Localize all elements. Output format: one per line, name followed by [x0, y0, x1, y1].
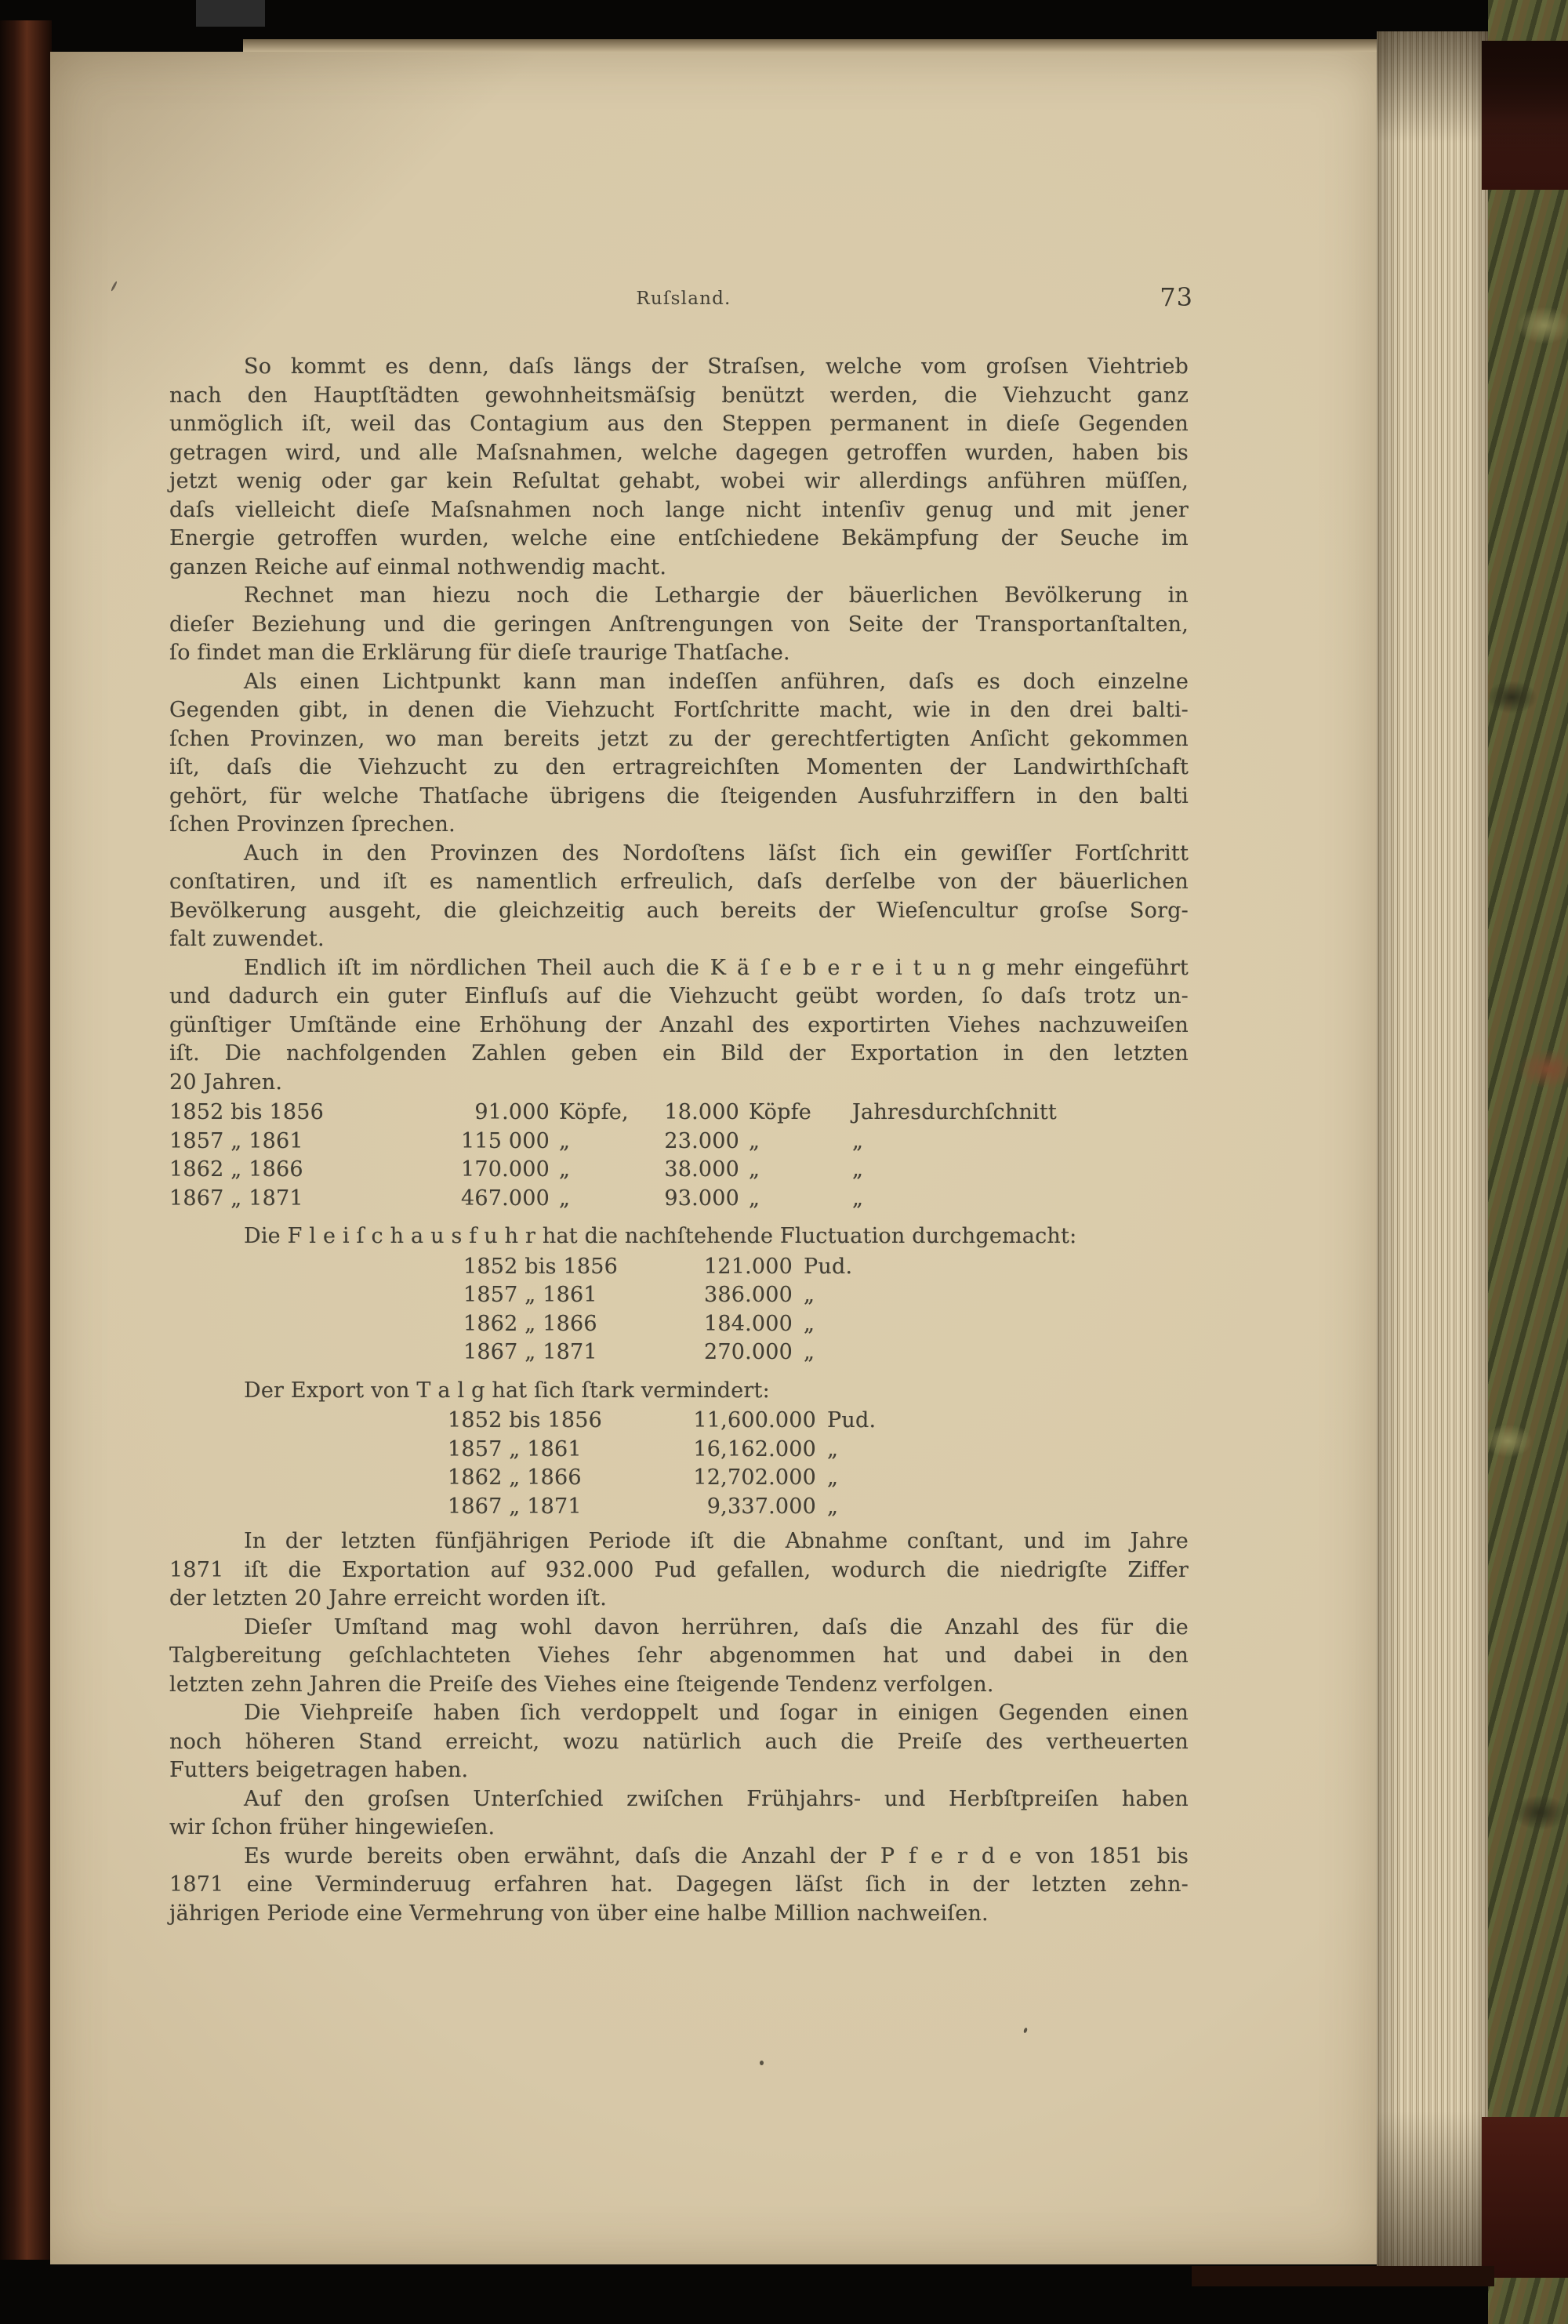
table-row	[169, 1185, 1189, 1214]
book-spine-edge	[0, 20, 52, 2260]
table-cell: Pud.	[827, 1408, 877, 1433]
text-line: Bevölkerung ausgeht, die gleichzeitig auch bereits der Wieſencultur groſse Sorg-	[169, 898, 1189, 923]
table-cell: 1852 bis 1856	[463, 1254, 618, 1279]
table-cell: 121.000	[703, 1254, 793, 1279]
text-line: daſs vielleicht dieſe Maſsnahmen noch lange nicht intenſiv genug und mit jener	[169, 497, 1189, 522]
table-cell: „	[749, 1157, 760, 1182]
paragraph	[169, 1699, 1189, 1785]
table-row	[169, 1098, 1189, 1128]
table-cell: Köpfe	[749, 1100, 811, 1124]
text-line: falt zuwendet.	[169, 927, 325, 951]
table-cell: 1867 „ 1871	[463, 1340, 597, 1364]
statistics-table	[448, 1407, 1189, 1521]
text-line: Als einen Lichtpunkt kann man indeſſen anführen, daſs es doch einzelne	[244, 669, 1189, 694]
table-cell: 1857 „ 1861	[448, 1436, 582, 1462]
text-line: getragen wird, und alle Maſsnahmen, welche dagegen getroffen wurden, haben bis	[169, 440, 1189, 465]
table-cell: 1857 „ 1861	[169, 1128, 303, 1153]
text-line: und dadurch ein guter Einfluſs auf die Viehzucht geübt worden, ſo daſs trotz un-	[169, 984, 1189, 1008]
table-cell: 12,702.000	[693, 1465, 816, 1490]
scan-speck	[111, 281, 118, 292]
table-cell: Jahresdurchſchnitt	[852, 1100, 1057, 1124]
table-row	[448, 1436, 1189, 1465]
table-cell: 115 000	[460, 1128, 550, 1153]
text-line: ſo findet man die Erklärung für dieſe traurige Thatſache.	[169, 641, 790, 665]
text-line: In der letzten fünfjährigen Periode iſt die Abnahme conſtant, und im Jahre	[244, 1529, 1189, 1553]
section-lead-line: Die F l e i ſ c h a u s f u h r hat die nachſtehende Fluctuation durchgemacht:	[244, 1224, 1077, 1248]
text-line: Endlich iſt im nördlichen Theil auch die K ä ſ e b e r e i t u n g mehr eingeführt	[244, 955, 1189, 980]
text-line: nach den Hauptſtädten gewohnheitsmäſsig benützt werden, die Viehzucht ganz	[169, 383, 1189, 408]
text-line: Rechnet man hiezu noch die Lethargie der bäuerlichen Bevölkerung in	[244, 583, 1189, 608]
text-line: Die Viehpreiſe haben ſich verdoppelt und ſogar in einigen Gegenden einen	[244, 1701, 1189, 1725]
table-cell: 1857 „ 1861	[463, 1283, 597, 1307]
text-line: Auch in den Provinzen des Nordoſtens läſst ſich ein gewiſſer Fortſchritt	[244, 841, 1189, 866]
text-line: jährigen Periode eine Vermehrung von über eine halbe Million nachweiſen.	[169, 1901, 989, 1926]
text-line: ſchen Provinzen ſprechen.	[169, 812, 456, 837]
table-cell: „	[852, 1157, 864, 1182]
table-cell: „	[804, 1340, 815, 1364]
section-lead-line: Der Export von T a l g hat ſich ſtark vermindert:	[244, 1378, 770, 1403]
paragraph	[169, 1843, 1189, 1929]
table-row	[169, 1128, 1189, 1157]
table-cell: 11,600.000	[693, 1408, 816, 1433]
table-cell: 1852 bis 1856	[169, 1100, 324, 1124]
cover-bottom-strip	[1192, 2266, 1494, 2286]
table-cell: Köpfe,	[559, 1100, 629, 1124]
table-row	[463, 1281, 1189, 1310]
table-cell: 1862 „ 1866	[448, 1465, 582, 1490]
table-row	[448, 1464, 1189, 1493]
text-line: ganzen Reiche auf einmal nothwendig macht.	[169, 554, 667, 579]
page-stack-fore-edge	[1377, 31, 1494, 2268]
paragraph	[169, 1614, 1189, 1700]
table-cell: 18.000	[664, 1100, 739, 1124]
table-cell: 9,337.000	[706, 1494, 816, 1519]
text-line: jetzt wenig oder gar kein Reſultat gehabt, wobei wir allerdings anführen müſſen,	[169, 469, 1189, 493]
statistics-table	[169, 1098, 1189, 1213]
text-line: dieſer Beziehung und die geringen Anſtrengungen von Seite der Transportanſtalten,	[169, 612, 1189, 637]
text-line: Futters beigetragen haben.	[169, 1758, 469, 1782]
table-cell: 1862 „ 1866	[463, 1311, 597, 1336]
paragraph	[169, 668, 1189, 840]
page-header	[169, 282, 1198, 325]
table-cell: 386.000	[703, 1283, 793, 1307]
table-row	[463, 1310, 1189, 1339]
text-flow	[169, 353, 1189, 1928]
table-cell: 467.000	[460, 1186, 550, 1211]
text-line: gehört, für welche Thatſache übrigens die ſteigenden Ausfuhrziffern in den balti	[169, 783, 1189, 808]
table-cell: 16,162.000	[693, 1436, 816, 1462]
text-line: So kommt es denn, daſs längs der Straſsen, welche vom groſsen Viehtrieb	[244, 354, 1189, 379]
text-line: iſt. Die nachfolgenden Zahlen geben ein Bild der Exportation in den letzten	[169, 1041, 1189, 1066]
paragraph	[169, 1785, 1189, 1843]
table-cell: 1867 „ 1871	[448, 1494, 582, 1519]
text-line: 1871 iſt die Exportation auf 932.000 Pud gefallen, wodurch die niedrigſte Ziffer	[169, 1557, 1189, 1582]
table-cell: „	[804, 1311, 815, 1336]
table-cell: „	[852, 1128, 864, 1153]
text-line: der letzten 20 Jahre erreicht worden iſt.	[169, 1586, 608, 1610]
table-cell: „	[559, 1128, 571, 1153]
scan-speck	[1023, 2028, 1028, 2034]
paragraph	[169, 954, 1189, 1098]
text-line: unmöglich iſt, weil das Contagium aus den Steppen permanent in dieſe Gegenden	[169, 412, 1189, 436]
table-cell: „	[559, 1157, 571, 1182]
text-line: ſchen Provinzen, wo man bereits jetzt zu der gerechtfertigten Anſicht gekommen	[169, 726, 1189, 751]
text-line: Es wurde bereits oben erwähnt, daſs die Anzahl der P f e r d e von 1851 bis	[244, 1843, 1189, 1868]
table-row	[169, 1156, 1189, 1185]
text-line: Energie getroffen wurden, welche eine entſchiedene Bekämpfung der Seuche im	[169, 526, 1189, 550]
table-cell: 270.000	[703, 1340, 793, 1364]
cover-corner-bottom-right	[1482, 2117, 1568, 2278]
table-cell: „	[827, 1436, 839, 1462]
running-title: Ruſsland.	[636, 289, 731, 309]
text-line: günſtiger Umſtände eine Erhöhung der Anzahl des exportirten Viehes nachzuweiſen	[169, 1012, 1189, 1037]
table-cell: 38.000	[664, 1157, 739, 1182]
table-cell: „	[559, 1186, 571, 1211]
table-row	[448, 1407, 1189, 1436]
table-row	[463, 1338, 1189, 1367]
table-cell: „	[749, 1186, 760, 1211]
table-cell: „	[749, 1128, 760, 1153]
table-row	[448, 1493, 1189, 1522]
table-cell: 1862 „ 1866	[169, 1157, 303, 1182]
scan-speck	[760, 2061, 764, 2065]
table-cell: 184.000	[703, 1311, 793, 1336]
table-cell: 91.000	[474, 1100, 550, 1124]
table-row	[463, 1253, 1189, 1282]
text-line: wir ſchon früher hingewieſen.	[169, 1815, 495, 1839]
table-cell: 93.000	[664, 1186, 739, 1211]
text-line: noch höheren Stand erreicht, wozu natürlich auch die Preiſe des vertheuerten	[169, 1729, 1189, 1754]
table-cell: „	[827, 1494, 839, 1519]
text-line: 20 Jahren.	[169, 1069, 283, 1095]
text-line: iſt, daſs die Viehzucht zu den ertragreichſten Momenten der Landwirthſchaft	[169, 755, 1189, 779]
text-line: Dieſer Umſtand mag wohl davon herrühren, daſs die Anzahl des für die	[244, 1614, 1189, 1640]
cover-corner-top-right	[1482, 41, 1568, 190]
scan-artifact-top	[196, 0, 265, 27]
text-line: conſtatiren, und iſt es namentlich erfreulich, daſs derſelbe von der bäuerlichen	[169, 870, 1189, 894]
table-cell: 1852 bis 1856	[448, 1408, 602, 1433]
table-cell: „	[827, 1465, 839, 1490]
paragraph	[169, 1527, 1189, 1614]
text-line: letzten zehn Jahren die Preiſe des Viehes eine ſteigende Tendenz verfolgen.	[169, 1672, 994, 1697]
text-line: Gegenden gibt, in denen die Viehzucht Fortſchritte macht, wie in den drei balti-	[169, 698, 1189, 722]
table-cell: 170.000	[460, 1157, 550, 1182]
paragraph	[169, 840, 1189, 954]
text-line: Talgbereitung geſchlachteten Viehes ſehr abgenommen hat und dabei in den	[169, 1643, 1189, 1668]
table-cell: „	[852, 1186, 864, 1211]
statistics-table	[463, 1253, 1189, 1367]
table-cell: 1867 „ 1871	[169, 1186, 303, 1211]
table-cell: Pud.	[804, 1254, 853, 1279]
text-line: Auf den groſsen Unterſchied zwiſchen Frühjahrs- und Herbſtpreiſen haben	[244, 1786, 1189, 1811]
table-cell: 23.000	[664, 1128, 739, 1153]
marbled-endpaper	[1488, 0, 1568, 2324]
text-line: 1871 eine Verminderuug erfahren hat. Dagegen läſst ſich in der letzten zehn-	[169, 1872, 1189, 1897]
page-top-edge	[243, 39, 1377, 52]
paragraph	[169, 353, 1189, 582]
table-cell: „	[804, 1283, 815, 1307]
page-number: 73	[1160, 282, 1193, 312]
book-page	[50, 52, 1377, 2264]
paragraph	[169, 582, 1189, 668]
